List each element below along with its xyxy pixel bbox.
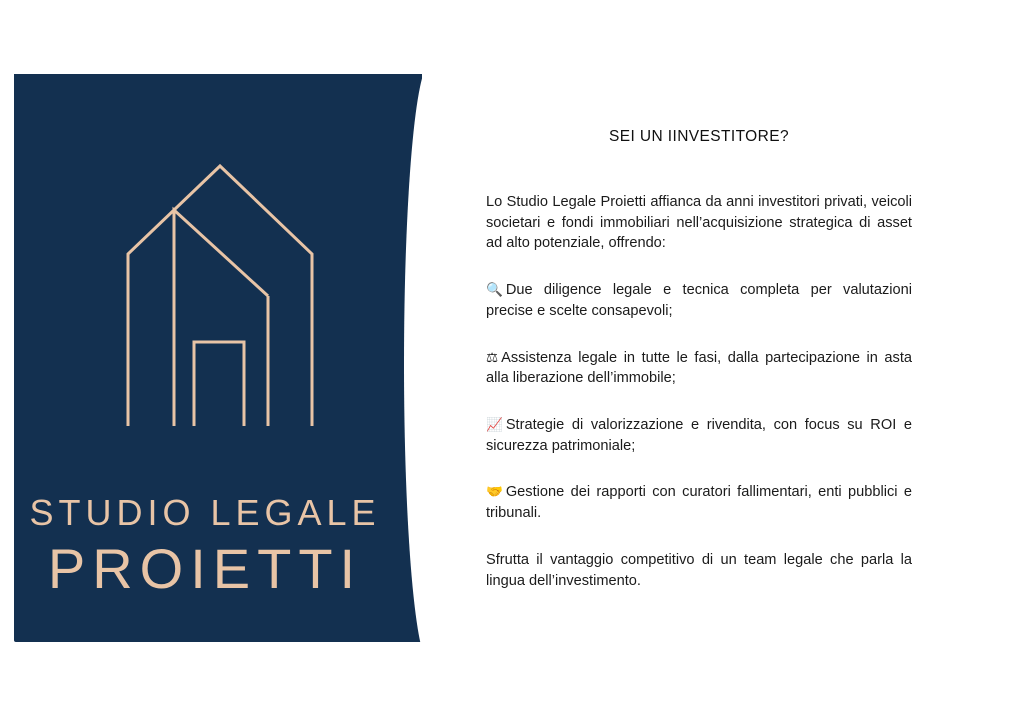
logo-wordmark: [14, 492, 396, 602]
logo-line-studio-legale: STUDIO LEGALE: [29, 492, 381, 533]
bullet-item-1: [486, 280, 912, 321]
closing-paragraph: Sfrutta il vantaggio competitivo di un team legale che parla la lingua dell’investimento.: [486, 551, 912, 589]
page-title: SEI UN IINVESTITORE?: [609, 128, 789, 145]
logo-panel: [14, 74, 422, 642]
content-column: [486, 128, 912, 591]
bullet-item-3: [486, 415, 912, 456]
house-outline-mark-icon: [98, 126, 338, 446]
bullet-text-1: Due diligence legale e tecnica completa per valutazioni precise e scelte consapevoli;: [486, 282, 912, 319]
magnifier-icon: 🔍: [486, 282, 503, 298]
handshake-icon: 🤝: [486, 484, 503, 500]
bullet-text-3: Strategie di valorizzazione e rivendita, con focus su ROI e sicurezza patrimoniale;: [486, 417, 912, 454]
intro-paragraph: Lo Studio Legale Proietti affianca da anni investitori privati, veicoli societari e fondi immobiliari nell’acquisizione strategica di asset ad alto potenziale, offrendo:: [486, 194, 912, 252]
bullet-text-4: Gestione dei rapporti con curatori fallimentari, enti pubblici e tribunali.: [486, 484, 912, 522]
chart-increasing-icon: 📈: [486, 417, 503, 433]
bullet-item-4: [486, 482, 912, 523]
scales-of-justice-icon: ⚖: [486, 349, 499, 365]
bullet-item-2: [486, 348, 912, 389]
logo-inner: [14, 74, 422, 642]
logo-line-proietti: PROIETTI: [47, 537, 363, 601]
bullet-text-2: Assistenza legale in tutte le fasi, dalla partecipazione in asta alla liberazione dell’immobile;: [486, 349, 912, 387]
